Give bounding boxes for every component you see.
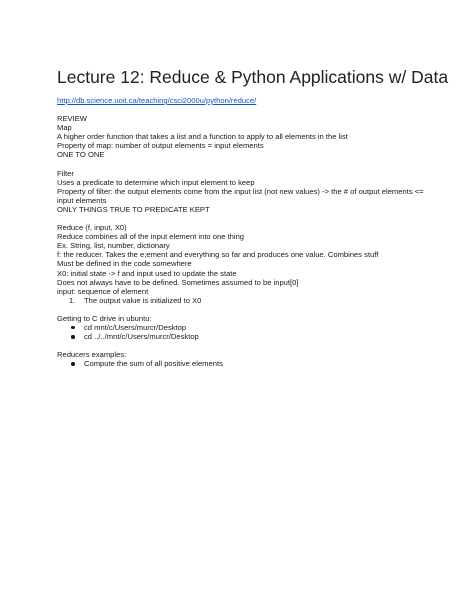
list-item — [57, 296, 427, 305]
text-line: Does not always have to be defined. Sometimes assumed to be input[0] — [57, 277, 299, 287]
text-line: Property of map: number of output elements = input elements — [57, 141, 264, 151]
spacer — [57, 214, 427, 223]
text-line: input: sequence of element — [57, 286, 149, 296]
spacer — [57, 305, 427, 314]
text-line: Must be defined in the code somewhere — [57, 259, 192, 269]
bullet-icon — [71, 326, 75, 330]
reference-link[interactable]: http://db.science.uoit.ca/teaching/csci2000u/python/reduce/ — [57, 96, 257, 105]
list-item-text: The output value is initialized to X0 — [84, 295, 202, 305]
filter-section — [57, 169, 427, 214]
bullet-list — [57, 359, 427, 368]
reducers-section — [57, 350, 427, 368]
ubuntu-heading: Getting to C drive in ubuntu: — [57, 313, 152, 323]
list-item — [57, 332, 427, 341]
list-item — [57, 323, 427, 332]
reducers-heading: Reducers examples: — [57, 350, 127, 360]
text-line: A higher order function that takes a list and a function to apply to all elements in the list — [57, 132, 348, 142]
list-number: 1. — [69, 295, 76, 305]
text-line: X0: initial state -> f and input used to update the state — [57, 268, 237, 278]
list-item-text: cd ../../mnt/c/Users/murcr/Desktop — [84, 332, 199, 342]
document-title: Lecture 12: Reduce & Python Applications w/ Data — [57, 67, 449, 87]
bullet-list — [57, 323, 427, 341]
text-line: Ex. String, list, number, dictionary — [57, 241, 170, 251]
numbered-list — [57, 296, 427, 305]
filter-heading: Filter — [57, 168, 74, 178]
text-line: Uses a predicate to determine which input element to keep — [57, 177, 255, 187]
text-line: Property of filter: the output elements come from the input list (not new values) -> the # of output elements <= input elements — [57, 186, 424, 205]
review-heading: REVIEW — [57, 114, 87, 124]
spacer — [57, 160, 427, 169]
ubuntu-section — [57, 314, 427, 341]
reduce-heading: Reduce (f, input, X0) — [57, 223, 127, 233]
bullet-icon — [71, 362, 75, 366]
bullet-icon — [71, 335, 75, 339]
list-item — [57, 359, 427, 368]
reduce-section — [57, 223, 427, 305]
review-section — [57, 114, 427, 159]
text-line: Map — [57, 123, 72, 133]
text-line: ONE TO ONE — [57, 150, 105, 160]
document-body — [57, 67, 449, 369]
list-item-text: cd mnt/c/Users/murcr/Desktop — [84, 322, 187, 332]
text-line: ONLY THINGS TRUE TO PREDICATE KEPT — [57, 204, 210, 214]
text-line: Reduce combines all of the input element into one thing — [57, 232, 245, 242]
text-line: f: the reducer. Takes the e;ement and everything so far and produces one value. Combines stuff — [57, 250, 379, 260]
list-item-text: Compute the sum of all positive elements — [84, 359, 223, 369]
spacer — [57, 341, 427, 350]
